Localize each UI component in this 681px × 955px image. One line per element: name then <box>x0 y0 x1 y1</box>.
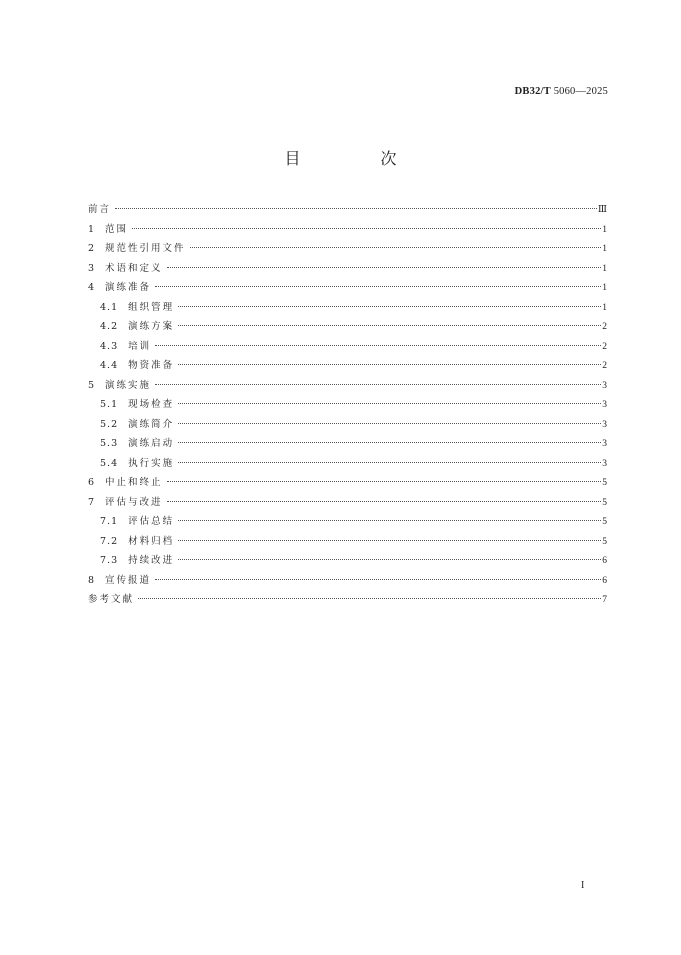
toc-entry-page: 3 <box>602 419 607 430</box>
toc-entry[interactable] <box>88 356 607 376</box>
toc-entry-page: 5 <box>602 497 607 508</box>
toc-entry-number: 5.4 <box>100 457 119 469</box>
toc-entry[interactable] <box>88 239 607 259</box>
toc-entry-title: 物资准备 <box>128 360 175 371</box>
toc-entry-title: 材料归档 <box>128 535 175 547</box>
dot-leader <box>167 267 602 268</box>
toc-entry-page: 5 <box>602 517 607 527</box>
toc-entry-title: 演练准备 <box>105 282 152 293</box>
toc-entry-page: 5 <box>602 536 607 547</box>
toc-entry[interactable] <box>88 220 607 240</box>
toc-entry-page: 1 <box>602 263 607 274</box>
toc-entry-number: 7.2 <box>100 535 119 547</box>
toc-entry-title: 前言 <box>88 204 112 215</box>
table-of-contents <box>88 200 607 610</box>
dot-leader <box>178 442 601 443</box>
toc-entry-number: 5.2 <box>100 418 119 430</box>
toc-entry-title: 中止和终止 <box>105 477 163 488</box>
dot-leader <box>167 481 602 482</box>
toc-entry-page: 1 <box>602 283 607 293</box>
toc-entry-title: 持续改进 <box>128 555 175 566</box>
dot-leader <box>178 364 601 365</box>
dot-leader <box>178 559 601 560</box>
toc-entry-page: Ⅲ <box>597 205 607 215</box>
toc-entry[interactable] <box>88 454 607 474</box>
toc-entry[interactable] <box>88 337 607 357</box>
toc-entry-number: 4.2 <box>100 321 119 332</box>
toc-entry-title: 术语和定义 <box>105 262 163 274</box>
dot-leader <box>155 579 601 580</box>
toc-entry-page: 7 <box>602 595 607 605</box>
dot-leader <box>138 598 601 599</box>
toc-entry-page: 1 <box>602 224 607 235</box>
toc-entry[interactable] <box>88 571 607 591</box>
toc-entry-title: 执行实施 <box>128 457 175 469</box>
standard-number: 5060—2025 <box>553 86 608 97</box>
toc-entry-page: 1 <box>602 244 607 254</box>
dot-leader <box>155 384 601 385</box>
toc-entry-title: 范围 <box>105 223 129 235</box>
dot-leader <box>155 345 601 346</box>
toc-entry-title: 参考文献 <box>88 594 135 605</box>
toc-entry-title: 宣传报道 <box>105 574 152 586</box>
toc-entry-number: 7.1 <box>100 516 119 527</box>
dot-leader <box>178 403 601 404</box>
toc-entry[interactable] <box>88 590 607 610</box>
toc-entry-number: 7.3 <box>100 555 119 566</box>
toc-title: 目 次 <box>284 149 429 168</box>
toc-entry-page: 1 <box>602 302 607 313</box>
toc-entry-number: 5.1 <box>100 399 119 410</box>
toc-entry[interactable] <box>88 551 607 571</box>
dot-leader <box>132 228 601 229</box>
dot-leader <box>178 306 601 307</box>
toc-entry-page: 5 <box>602 478 607 488</box>
toc-entry[interactable] <box>88 532 607 552</box>
toc-entry[interactable] <box>88 259 607 279</box>
toc-entry-number: 1 <box>88 223 96 235</box>
toc-entry[interactable] <box>88 376 607 396</box>
toc-entry-title: 评估总结 <box>128 516 175 527</box>
toc-entry-page: 3 <box>602 400 607 410</box>
document-code <box>515 86 608 97</box>
dot-leader <box>178 423 601 424</box>
toc-entry-number: 2 <box>88 243 96 254</box>
toc-entry-number: 5.3 <box>100 438 119 449</box>
toc-entry[interactable] <box>88 512 607 532</box>
toc-entry-number: 4.4 <box>100 360 119 371</box>
dot-leader <box>190 247 602 248</box>
dot-leader <box>167 501 602 502</box>
toc-entry-page: 2 <box>602 341 607 352</box>
dot-leader <box>115 208 597 209</box>
toc-entry[interactable] <box>88 493 607 513</box>
toc-entry[interactable] <box>88 317 607 337</box>
toc-entry[interactable] <box>88 434 607 454</box>
dot-leader <box>178 520 601 521</box>
toc-entry-page: 3 <box>602 458 607 469</box>
toc-entry-page: 3 <box>602 380 607 391</box>
toc-entry[interactable] <box>88 278 607 298</box>
toc-entry-title: 演练启动 <box>128 438 175 449</box>
toc-entry[interactable] <box>88 200 607 220</box>
toc-entry[interactable] <box>88 298 607 318</box>
toc-entry-title: 现场检查 <box>128 399 175 410</box>
toc-entry-number: 4.1 <box>100 301 119 313</box>
dot-leader <box>155 286 601 287</box>
toc-entry-title: 组织管理 <box>128 301 175 313</box>
toc-entry-title: 演练简介 <box>128 418 175 430</box>
standard-prefix: DB32/T <box>514 86 551 97</box>
toc-entry-title: 规范性引用文件 <box>105 243 186 254</box>
toc-entry-title: 评估与改进 <box>105 496 163 508</box>
toc-entry-title: 演练实施 <box>105 379 152 391</box>
toc-entry[interactable] <box>88 473 607 493</box>
toc-entry-number: 8 <box>88 574 96 586</box>
toc-entry[interactable] <box>88 415 607 435</box>
toc-entry-page: 2 <box>602 322 607 332</box>
toc-entry[interactable] <box>88 395 607 415</box>
toc-entry-number: 6 <box>88 477 96 488</box>
toc-entry-page: 2 <box>602 361 607 371</box>
toc-entry-number: 4 <box>88 282 96 293</box>
dot-leader <box>178 540 601 541</box>
toc-entry-page: 3 <box>602 439 607 449</box>
dot-leader <box>178 325 601 326</box>
toc-entry-number: 7 <box>88 496 96 508</box>
toc-entry-number: 3 <box>88 262 96 274</box>
toc-entry-number: 5 <box>88 379 96 391</box>
page-number: I <box>581 880 585 891</box>
dot-leader <box>178 462 601 463</box>
toc-entry-number: 4.3 <box>100 340 119 352</box>
toc-entry-page: 6 <box>602 556 607 566</box>
toc-entry-title: 演练方案 <box>128 321 175 332</box>
toc-entry-title: 培训 <box>128 340 152 352</box>
toc-entry-page: 6 <box>602 575 607 586</box>
